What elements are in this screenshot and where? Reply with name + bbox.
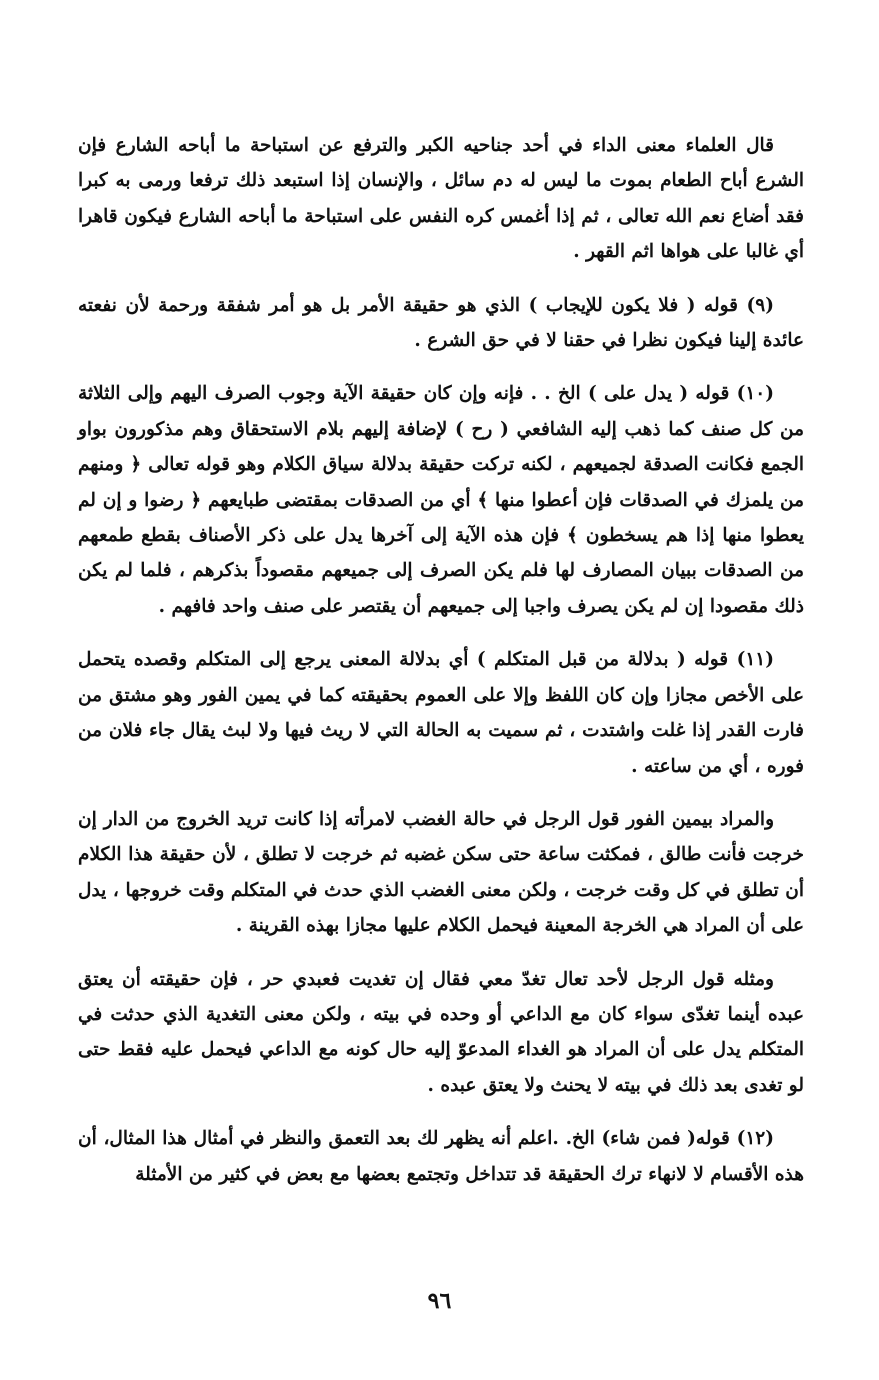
paragraph-7: (١٢) قوله( فمن شاء) الخ. .اعلم أنه يظهر لك بعد التعمق والنظر في أمثال هذا المثال، أن هذه الأقسام لا لانهاء ترك الحقيقة قد تتداخل وتجتمع بعضها مع بعض في كثير من الأمثلة <box>78 1128 804 1185</box>
paragraph-1: قال العلماء معنى الداء في أحد جناحيه الكبر والترفع عن استباحة ما أباحه الشارع فإن الشرع أباح الطعام بموت ما ليس له دم سائل ، والإنسان إذا استبعد ذلك ترفعا ورمى به كبرا فقد أضاع نعم الله تعالى ، ثم إذا أغمس كره النفس على استباحة ما أباحه الشارع فيكون قاهرا أي غالبا على هواها اثم القهر . <box>78 135 804 263</box>
paragraph-3: (١٠) قوله ( يدل على ) الخ . . فإنه وإن كان حقيقة الآية وجوب الصرف اليهم وإلى الثلاثة من كل صنف كما ذهب إليه الشافعي ( رح ) لإضافة إليهم بلام الاستحقاق وهم مذكورون بواو الجمع فكانت الصدقة لجميعهم ، لكنه تركت حقيقة بدلالة سياق الكلام وهو قوله تعالى ﴿ ومنهم من يلمزك في الصدقات فإن أعطوا منها ﴾ أي من الصدقات بمقتضى طبايعهم ﴿ رضوا و إن لم يعطوا منها إذا هم يسخطون ﴾ فإن هذه الآية إلى آخرها يدل على ذكر الأصناف بقطع طمعهم من الصدقات ببيان المصارف لها فلم يكن الصرف إلى جميعهم مقصوداً بذكرهم ، فلما لم يكن ذلك مقصودا إن لم يكن يصرف واجبا إلى جميعهم أن يقتصر على صنف واحد فافهم . <box>78 383 805 617</box>
page-number: ٩٦ <box>427 1288 452 1314</box>
paragraph-5: والمراد بيمين الفور قول الرجل في حالة الغضب لامرأته إذا كانت تريد الخروج من الدار إن خرجت فأنت طالق ، فمكثت ساعة حتى سكن غضبه ثم خرجت لا تطلق ، لأن حقيقة هذا الكلام أن تطلق في كل وقت خرجت ، ولكن معنى الغضب الذي حدث في المتكلم وقت خروجها ، يدل على أن المراد هي الخرجة المعينة فيحمل الكلام عليها مجازا بهذه القرينة . <box>78 808 804 937</box>
body-text <box>78 128 804 1192</box>
paragraph-2: (٩) قوله ( فلا يكون للإيجاب ) الذي هو حقيقة الأمر بل هو أمر شفقة ورحمة لأن نفعته عائدة إلينا فيكون نظرا في حقنا لا في حق الشرع . <box>78 294 804 352</box>
paragraph-4: (١١) قوله ( بدلالة من قبل المتكلم ) أي بدلالة المعنى يرجع إلى المتكلم وقصده يتحمل على الأخص مجازا وإن كان اللفظ وإلا على العموم بحقيقته كما في يمين الفور وهو مشتق من فارت القدر إذا غلت واشتدت ، ثم سميت به الحالة التي لا ريث فيها ولا لبث يقال جاء فلان من فوره ، أي من ساعته . <box>78 649 804 777</box>
paragraph-6: ومثله قول الرجل لأحد تعال تغدّ معي فقال إن تغديت فعبدي حر ، فإن حقيقته أن يعتق عبده أينما تغدّى سواء كان مع الداعي أو وحده في بيته ، ولكن معنى التغدية الذي حدثت في المتكلم يدل على أن المراد هو الغداء المدعوّ إليه حال كونه مع الداعي فيحمل عليه فقط حتى لو تغدى بعد ذلك في بيته لا يحنث ولا يعتق عبده . <box>78 968 804 1096</box>
